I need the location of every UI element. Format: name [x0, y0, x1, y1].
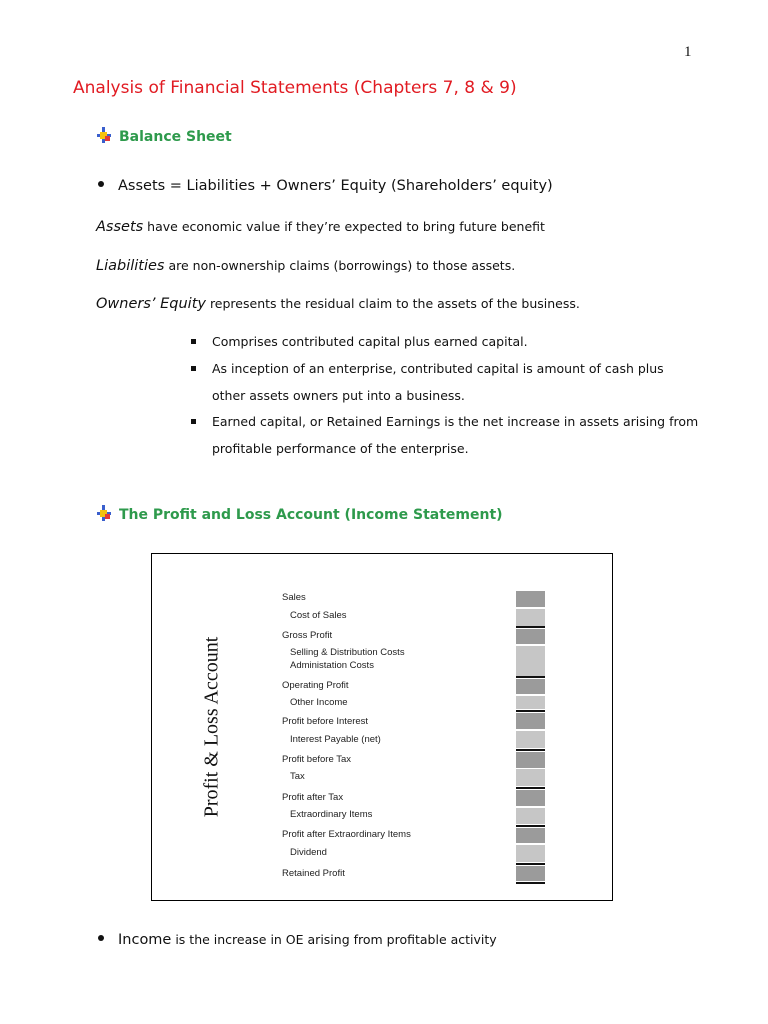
square-bullet: [191, 339, 196, 344]
definition-text: have economic value if they’re expected to bring future benefit: [143, 219, 545, 234]
definition-term: Owners’ Equity: [96, 296, 206, 312]
sub-bullet-text: As inception of an enterprise, contributed capital is amount of cash plus: [212, 361, 664, 376]
equation-text: Assets = Liabilities + Owners’ Equity (Shareholders’ equity): [118, 178, 553, 194]
square-bullet: [191, 366, 196, 371]
pl-bar-dark: [516, 679, 545, 694]
pl-item: Operating Profit: [282, 680, 349, 691]
pl-bar-light: [516, 845, 545, 862]
sub-bullet-item: [191, 361, 664, 376]
pl-item: Profit after Tax: [282, 792, 344, 803]
square-bullet: [191, 419, 196, 424]
pl-bar-dark: [516, 828, 545, 843]
pl-bar-dark: [516, 591, 545, 607]
pl-item: Profit after Extraordinary Items: [282, 829, 411, 840]
bullet-dot: [98, 935, 104, 941]
pl-bar-dark: [516, 866, 545, 881]
sub-bullet-text: Earned capital, or Retained Earnings is the net increase in assets arising from: [212, 414, 699, 429]
page-number: 1: [684, 44, 692, 60]
income-term: Income: [118, 932, 172, 948]
pl-bar-light: [516, 609, 545, 626]
sub-bullet-continuation: profitable performance of the enterprise.: [212, 441, 469, 456]
pl-rule: [516, 882, 545, 884]
definition-assets: [96, 219, 545, 235]
pl-item: Tax: [290, 771, 305, 782]
bullet-cross-icon: [96, 127, 112, 143]
section-heading-text: The Profit and Loss Account (Income Statement): [119, 507, 503, 523]
pl-rule: [516, 787, 545, 789]
pl-bar-dark: [516, 629, 545, 644]
pl-bar-light: [516, 696, 545, 709]
pl-item: Administation Costs: [290, 660, 374, 671]
section-heading-profit-loss: [96, 505, 503, 523]
pl-bar-dark: [516, 790, 545, 806]
pl-bar-dark: [516, 752, 545, 768]
bullet-cross-icon: [96, 505, 112, 521]
pl-bar-dark: [516, 713, 545, 729]
pl-rule: [516, 863, 545, 865]
section-heading-text: Balance Sheet: [119, 129, 232, 145]
definition-text: are non-ownership claims (borrowings) to those assets.: [164, 258, 516, 273]
pl-bar-light: [516, 769, 545, 786]
pl-rule: [516, 676, 545, 678]
pl-item: Interest Payable (net): [290, 734, 381, 745]
bullet-item-income: [98, 932, 497, 948]
pl-rule: [516, 626, 545, 628]
pl-item: Profit before Tax: [282, 754, 352, 765]
document-title: Analysis of Financial Statements (Chapters 7, 8 & 9): [73, 78, 517, 98]
pl-item: Cost of Sales: [290, 610, 347, 621]
bullet-dot: [98, 181, 104, 187]
bullet-item-equation: [98, 178, 553, 194]
pl-bar-light: [516, 646, 545, 676]
sub-bullet-continuation: other assets owners put into a business.: [212, 388, 465, 403]
pl-item: Extraordinary Items: [290, 809, 373, 820]
pl-item: Dividend: [290, 847, 327, 858]
sub-bullet-item: [191, 334, 528, 349]
pl-rule: [516, 825, 545, 827]
pl-rule: [516, 710, 545, 712]
pl-rule: [516, 749, 545, 751]
sub-bullet-text: Comprises contributed capital plus earned capital.: [212, 334, 528, 349]
sub-bullet-item: [191, 414, 698, 429]
pl-bar-light: [516, 808, 545, 824]
pl-item: Sales: [282, 592, 306, 603]
pl-item: Profit before Interest: [282, 716, 369, 727]
section-heading-balance-sheet: [96, 127, 232, 145]
pl-item: Gross Profit: [282, 630, 333, 641]
pl-item: Retained Profit: [282, 868, 345, 879]
pl-item: Selling & Distribution Costs: [290, 647, 405, 658]
pl-item: Other Income: [290, 697, 348, 708]
pl-bar-light: [516, 731, 545, 748]
definition-text: represents the residual claim to the assets of the business.: [205, 296, 580, 311]
definition-liabilities: [96, 258, 515, 274]
definition-term: Assets: [96, 219, 144, 235]
definition-owners-equity: [96, 296, 580, 312]
income-text: is the increase in OE arising from profitable activity: [171, 932, 497, 947]
definition-term: Liabilities: [96, 258, 165, 274]
